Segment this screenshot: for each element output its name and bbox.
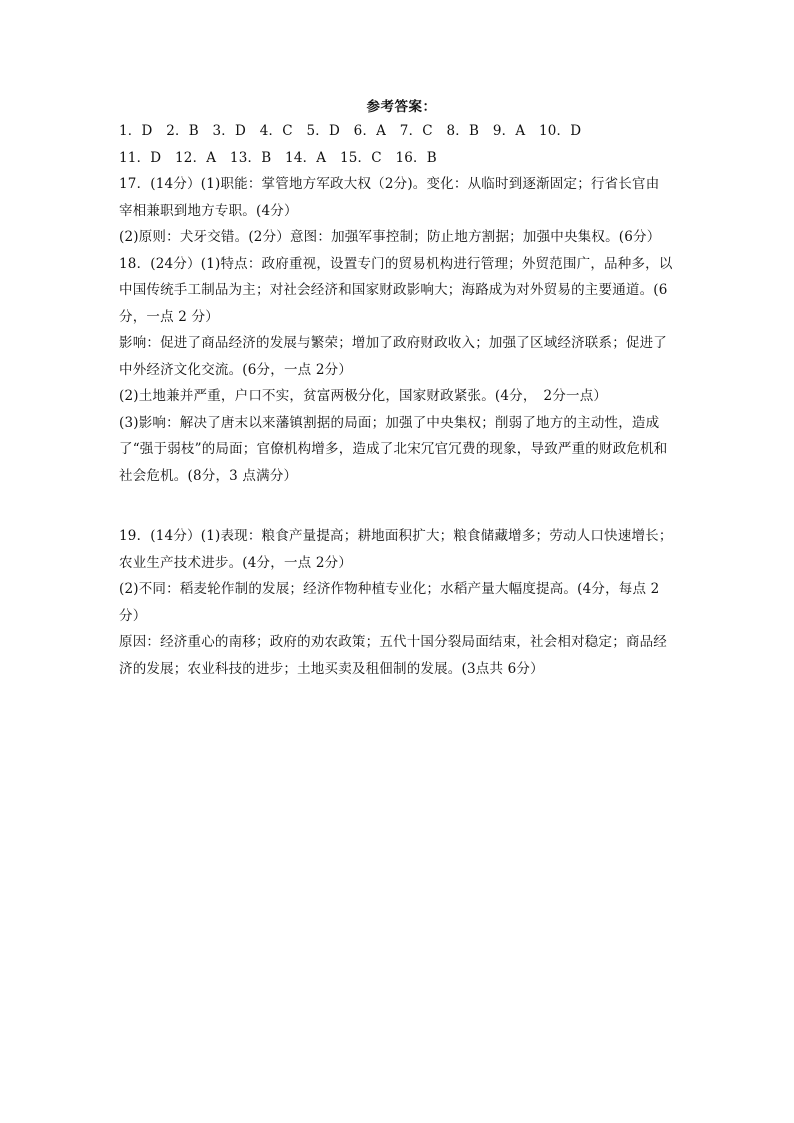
text-line: 社会危机。(8分，3 点满分） xyxy=(119,467,298,484)
text-line: 宰相兼职到地方专职。(4分） xyxy=(119,202,298,219)
text-line: 济的发展；农业科技的进步；土地买卖及租佃制的发展。(3点共 6分） xyxy=(119,660,544,677)
text-line: 原因：经济重心的南移；政府的劝农政策；五代十国分裂局面结束，社会相对稳定；商品经 xyxy=(119,634,667,650)
text-line: (2)原则：犬牙交错。(2分）意图：加强军事控制；防止地方割据；加强中央集权。(6分） xyxy=(119,229,661,245)
text-line: 18．(24分）(1)特点：政府重视，设置专门的贸易机构进行管理；外贸范围广，品种多，以 xyxy=(119,255,673,272)
text-line: (2)土地兼并严重，户口不实，贫富两极分化，国家财政紧张。(4分， 2分一点） xyxy=(119,388,608,404)
answer-block-1-18 xyxy=(119,118,684,489)
text-line: 1．D 2．B 3．D 4．C 5．D 6．A 7．C 8．B 9．A 10．D xyxy=(119,123,582,139)
text-line: 中国传统手工制品为主；对社会经济和国家财政影响大；海路成为对外贸易的主要通道。(6 xyxy=(119,282,668,298)
text-line: 11．D 12．A 13．B 14．A 15．C 16．B xyxy=(119,149,437,166)
text-line: 了“强于弱枝”的局面；官僚机构增多，造成了北宋冗官冗费的现象，导致严重的财政危机和 xyxy=(119,441,668,457)
text-line: 影响：促进了商品经济的发展与繁荣；增加了政府财政收入；加强了区域经济联系；促进了 xyxy=(119,335,667,351)
text-line: (3)影响：解决了唐末以来藩镇割据的局面；加强了中央集权；削弱了地方的主动性，造成 xyxy=(119,414,660,431)
text-line: 分，一点 2 分） xyxy=(119,308,219,325)
answer-key xyxy=(119,96,684,682)
answer-block-19 xyxy=(119,523,684,682)
text-line: 分） xyxy=(119,607,147,624)
text-line: (2)不同：稻麦轮作制的发展；经济作物种植专业化；水稻产量大幅度提高。(4分，每点 2 xyxy=(119,581,660,597)
text-line: 19．(14分）(1)表现：粮食产量提高；耕地面积扩大；粮食储藏增多；劳动人口快速增长； xyxy=(119,528,673,544)
text-line: 中外经济文化交流。(6分，一点 2分） xyxy=(119,361,353,378)
answer-key-title: 参考答案： xyxy=(366,99,437,115)
text-line: 农业生产技术进步。(4分，一点 2分） xyxy=(119,554,353,571)
text-line: 17．(14分）(1)职能：掌管地方军政大权（2分)。变化：从临时到逐渐固定；行省长官由 xyxy=(119,176,660,192)
blank-spacer xyxy=(119,489,684,523)
